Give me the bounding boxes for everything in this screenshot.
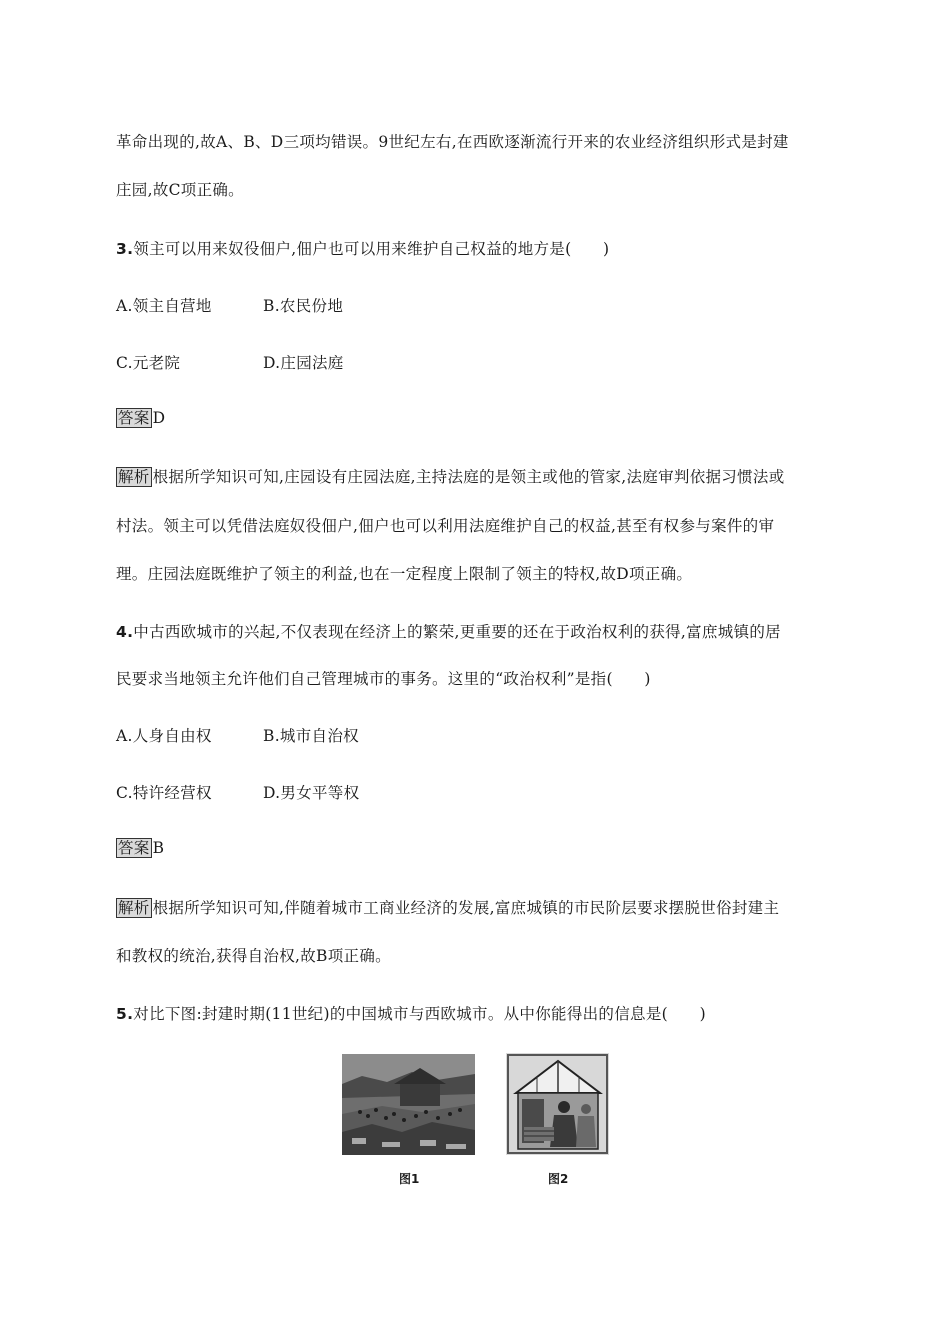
q4-analysis-line-1 xyxy=(116,896,779,918)
question-number: 5. xyxy=(116,1005,134,1023)
question-stem: 领主可以用来奴役佃户,佃户也可以用来维护自己权益的地方是( ) xyxy=(133,240,610,258)
answer-tag: 答案 xyxy=(118,409,150,427)
option-b: B.城市自治权 xyxy=(263,727,359,745)
q3-analysis-line-1 xyxy=(116,465,785,487)
question-number: 3. xyxy=(116,240,134,258)
analysis-tag: 解析 xyxy=(118,899,150,917)
question-3 xyxy=(116,237,609,259)
analysis-tag: 解析 xyxy=(118,468,150,486)
option-b: B.农民份地 xyxy=(263,297,344,315)
question-4 xyxy=(116,620,781,642)
answer-value: D xyxy=(152,409,166,427)
chinese-city-painting-icon xyxy=(342,1054,475,1155)
figure-1-caption: 图1 xyxy=(399,1172,420,1186)
question-stem: 对比下图:封建时期(11世纪)的中国城市与西欧城市。从中你能得出的信息是( ) xyxy=(133,1005,706,1023)
analysis-text: 根据所学知识可知,伴随着城市工商业经济的发展,富庶城镇的市民阶层要求摆脱世俗封建主 xyxy=(152,899,780,917)
q4-answer xyxy=(116,838,164,858)
option-a: A.人身自由权 xyxy=(116,727,212,745)
q3-options-row-1 xyxy=(116,294,343,316)
option-c: C.特许经营权 xyxy=(116,784,212,802)
q4-options-row-2 xyxy=(116,781,359,803)
answer-value: B xyxy=(152,839,165,857)
question-stem: 中古西欧城市的兴起,不仅表现在经济上的繁荣,更重要的还在于政治权利的获得,富庶城镇的居 xyxy=(133,623,781,641)
q4-options-row-1 xyxy=(116,724,359,746)
q3-options-row-2 xyxy=(116,351,344,373)
option-d: D.庄园法庭 xyxy=(263,354,344,372)
option-d: D.男女平等权 xyxy=(263,784,360,802)
prev-explanation-line-2: 庄园,故C项正确。 xyxy=(116,181,244,199)
question-5 xyxy=(116,1002,706,1024)
answer-tag: 答案 xyxy=(118,839,150,857)
q3-answer xyxy=(116,408,165,428)
q4-stem-line-2: 民要求当地领主允许他们自己管理城市的事务。这里的“政治权利”是指( ) xyxy=(116,670,651,688)
q4-analysis-line-2: 和教权的统治,获得自治权,故B项正确。 xyxy=(116,947,391,965)
prev-explanation-line-1: 革命出现的,故A、B、D三项均错误。9世纪左右,在西欧逐渐流行开来的农业经济组织形式是封建 xyxy=(116,133,789,151)
analysis-text: 根据所学知识可知,庄园设有庄园法庭,主持法庭的是领主或他的管家,法庭审判依据习惯法或 xyxy=(152,468,785,486)
option-a: A.领主自营地 xyxy=(116,297,212,315)
q3-analysis-line-3: 理。庄园法庭既维护了领主的利益,也在一定程度上限制了领主的特权,故D项正确。 xyxy=(116,565,693,583)
q3-analysis-line-2: 村法。领主可以凭借法庭奴役佃户,佃户也可以利用法庭维护自己的权益,甚至有权参与案件的审 xyxy=(116,517,775,535)
question-number: 4. xyxy=(116,623,134,641)
option-c: C.元老院 xyxy=(116,354,181,372)
figure-2-caption: 图2 xyxy=(548,1172,569,1186)
european-market-stall-painting-icon xyxy=(506,1053,609,1155)
